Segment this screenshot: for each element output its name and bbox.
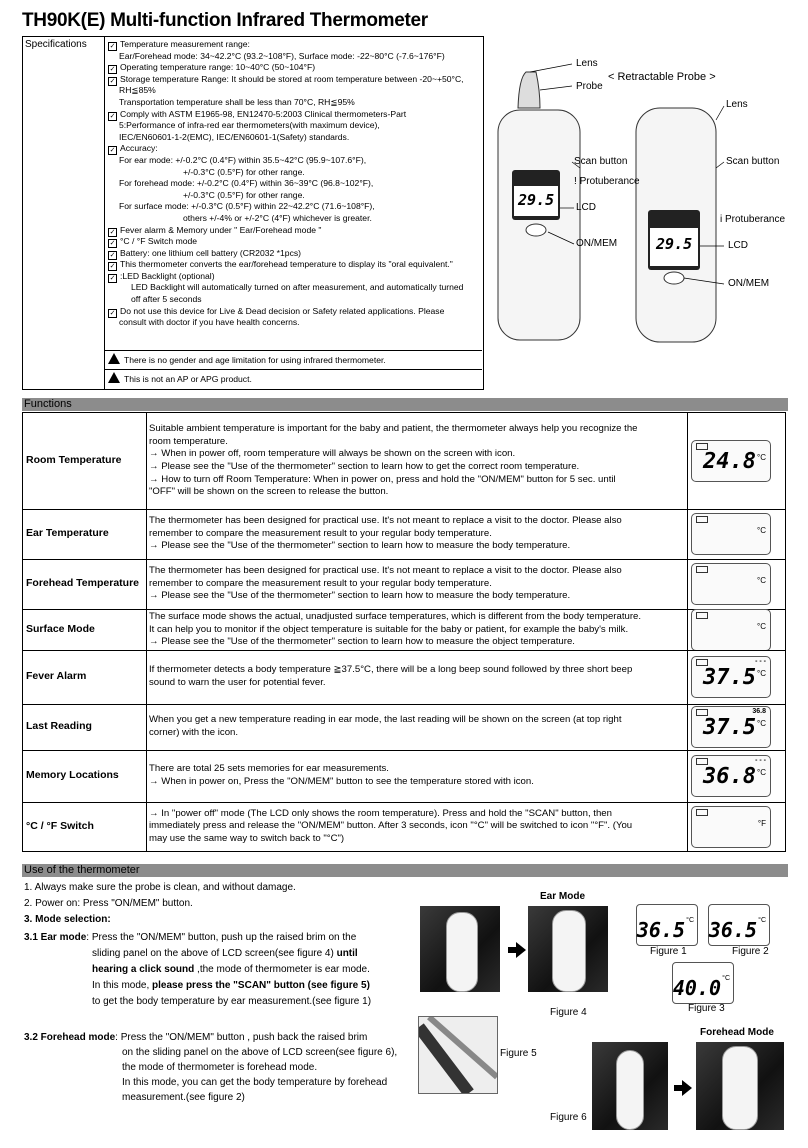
- description-line: There are total 25 sets memories for ear measurements.: [149, 763, 389, 775]
- spec-line: [108, 317, 464, 329]
- spec-line: [108, 201, 464, 213]
- function-description: [149, 423, 673, 499]
- lcd-reading: 29.5: [518, 191, 555, 209]
- spec-text: For forehead mode: +/-0.2°C (0.4°F) within 36~39°C (96.8~102°F),: [119, 178, 374, 189]
- function-description: [149, 611, 673, 649]
- function-name: Room Temperature: [26, 454, 122, 466]
- scan-button-closeup: [418, 1016, 498, 1094]
- spec-text: others +/-4% or +/-2°C (4°F) whichever is greater.: [183, 212, 372, 223]
- description-line: → Please see the "Use of the thermometer" section to learn how to measure the body temperature.: [149, 540, 571, 552]
- lcd-display: [691, 563, 771, 605]
- function-description: [149, 808, 673, 846]
- ear-mode-bold: hearing a click sound: [92, 964, 195, 975]
- figure-6-label: Figure 6: [550, 1112, 587, 1123]
- arrow-icon: [516, 942, 526, 958]
- figure-2-label: Figure 2: [732, 946, 769, 957]
- lcd-display: [691, 609, 771, 651]
- spec-line: [108, 39, 464, 51]
- temp-unit: °C: [722, 975, 730, 982]
- column-divider: [687, 413, 688, 851]
- protuberance-text: Protuberance: [725, 214, 786, 225]
- lcd-unit: °C: [757, 576, 766, 585]
- closeup-drawing: [419, 1017, 497, 1093]
- checkbox-icon: ✓: [109, 240, 116, 248]
- spec-line: [108, 306, 464, 318]
- forehead-mode-title: Forehead Mode: [700, 1027, 774, 1038]
- checkbox-icon: ✓: [109, 228, 116, 236]
- row-divider: [23, 559, 785, 560]
- warning-icon: [108, 353, 120, 364]
- lcd-reading: 24.8: [703, 449, 756, 474]
- spec-line: [108, 248, 464, 260]
- spec-text: +/-0.3°C (0.5°F) for other range.: [183, 189, 305, 200]
- checkbox-icon: ✓: [109, 147, 116, 155]
- spec-text: Storage temperature Range: It should be stored at room temperature between -20~+50°C,: [120, 73, 464, 84]
- description-line: → When in power on, Press the "ON/MEM" button to see the temperature stored with icon.: [149, 775, 534, 787]
- description-line: → Please see the "Use of the thermometer" section to learn how to get the correct room temperature.: [149, 460, 580, 472]
- figure-4-label: Figure 4: [550, 1007, 587, 1018]
- checkbox-icon: ✓: [109, 112, 116, 120]
- description-line: room temperature.: [149, 435, 228, 447]
- spec-line: [108, 85, 464, 97]
- forehead-mode-device-photo: [696, 1042, 784, 1130]
- warning-text: There is no gender and age limitation for using infrared thermometer.: [124, 355, 386, 365]
- ear-mode-line: [92, 962, 370, 978]
- spec-text: LED Backlight will automatically turned on after measurement, and automatically turned: [131, 282, 464, 293]
- label-scan-button: Scan button: [574, 156, 628, 167]
- lcd-top-value: - - -: [755, 757, 766, 764]
- spec-text: IEC/EN60601-1-2(EMC), IEC/EN60601-1(Safety) standards.: [119, 131, 350, 142]
- row-divider: [23, 704, 785, 705]
- use-step-2: 2. Power on: Press "ON/MEM" button.: [24, 898, 193, 909]
- temp-unit: °C: [758, 917, 766, 924]
- spec-text: For ear mode: +/-0.2°C (0.4°F) within 35.5~42°C (95.9~107.6°F),: [119, 154, 367, 165]
- battery-icon: [696, 516, 708, 523]
- spec-text: Battery: one lithium cell battery (CR2032 *1pcs): [120, 247, 302, 258]
- function-name: °C / °F Switch: [26, 819, 94, 832]
- function-description: [149, 515, 673, 553]
- description-line: remember to compare the measurement result to your regular body temperature.: [149, 577, 492, 589]
- specifications-box: [22, 36, 484, 390]
- checkbox-icon: ✓: [109, 274, 116, 282]
- battery-icon: [696, 612, 708, 619]
- spec-text: Ear/Forehead mode: 34~42.2°C (93.2~108°F), Surface mode: -22~80°C (-7.6~176°F): [119, 50, 445, 61]
- spec-line: [108, 155, 464, 167]
- lcd-top-value: 36.8: [752, 708, 766, 715]
- arrow-icon: [682, 1080, 692, 1096]
- label-scan-button: Scan button: [726, 156, 780, 167]
- description-line: may use the same way to switch back to "°C"): [149, 832, 345, 844]
- thermometer-image: [446, 912, 478, 992]
- function-name: Memory Locations: [26, 769, 119, 781]
- ear-mode-text: ,the mode of thermometer is ear mode.: [194, 964, 370, 975]
- ear-mode-device-photo: [528, 906, 608, 992]
- description-line: The thermometer has been designed for practical use. It's not meant to replace a visit to the doctor. Please also: [149, 515, 622, 527]
- label-protuberance: ! Protuberance: [574, 176, 640, 187]
- spec-line: [108, 120, 464, 132]
- function-name: Surface Mode: [26, 622, 95, 635]
- spec-line: [108, 282, 464, 294]
- ear-mode-line: [92, 978, 370, 994]
- function-name: Fever Alarm: [26, 670, 87, 682]
- spec-text: For surface mode: +/-0.3°C (0.5°F) within 22~42.2°C (71.6~108°F),: [119, 201, 375, 212]
- spec-line: [108, 225, 464, 237]
- description-line: When you get a new temperature reading in ear mode, the last reading will be shown on the screen (at top right: [149, 714, 622, 726]
- spec-line: [108, 236, 464, 248]
- lcd-unit: °C: [757, 669, 766, 678]
- figure-3-reading: 40.0: [672, 976, 721, 1000]
- lcd-unit: °C: [757, 719, 766, 728]
- spec-text: consult with doctor if you have health concerns.: [119, 317, 300, 328]
- spec-text: RH≦85%: [119, 85, 156, 96]
- ear-mode-line: [92, 946, 358, 962]
- description-line: It can help you to monitor if the object temperature is suitable for the baby or patient, for example the baby's milk.: [149, 623, 629, 635]
- checkbox-icon: ✓: [109, 77, 116, 85]
- spec-text: °C / °F Switch mode: [120, 236, 198, 247]
- lcd-unit: °C: [757, 453, 766, 462]
- function-description: [149, 763, 673, 788]
- protuberance-text: Protuberance: [579, 176, 640, 187]
- row-divider: [23, 650, 785, 651]
- description-line: The surface mode shows the actual, unadjusted surface temperatures, which is different from the body temperature.: [149, 611, 642, 622]
- spec-text: Temperature measurement range:: [120, 39, 250, 49]
- function-description: [149, 565, 673, 603]
- forehead-mode-line: the mode of thermometer is forehead mode.: [122, 1062, 318, 1073]
- lcd-display: [691, 706, 771, 748]
- label-protuberance: i Protuberance: [720, 214, 786, 225]
- specifications-content: [104, 37, 484, 389]
- retractable-probe-label: < Retractable Probe >: [608, 71, 716, 83]
- figure-1-lcd: [636, 904, 698, 946]
- thermometer-diagram: [488, 50, 788, 350]
- row-divider: [23, 750, 785, 751]
- row-divider: [23, 509, 785, 510]
- spec-line: [108, 132, 464, 144]
- warning-icon: [108, 372, 120, 383]
- battery-icon: [696, 809, 708, 816]
- spec-text: Fever alarm & Memory under " Ear/Forehead mode ": [120, 224, 322, 235]
- row-divider: [23, 802, 785, 803]
- ear-mode-text: : Press the "ON/MEM" button, push up the raised brim on the: [86, 932, 357, 943]
- ear-mode-bold: until: [336, 948, 358, 959]
- spec-line: [108, 97, 464, 109]
- spec-text: Comply with ASTM E1965-98, EN12470-5:2003 Clinical thermometers-Part: [120, 108, 407, 119]
- ear-mode-title: Ear Mode: [540, 891, 586, 902]
- lcd-unit: °C: [757, 768, 766, 777]
- spec-line: [108, 143, 464, 155]
- figure-1-reading: 36.5: [636, 918, 685, 942]
- warning-text: This is not an AP or APG product.: [124, 374, 252, 384]
- forehead-mode-line: [24, 1030, 367, 1046]
- label-on-mem: ON/MEM: [576, 238, 618, 249]
- column-divider: [146, 413, 147, 851]
- ear-mode-bold: please press the "SCAN" button (see figure 5): [152, 980, 370, 991]
- spec-line: [108, 271, 464, 283]
- spec-line: [108, 178, 464, 190]
- lcd-unit: °F: [757, 818, 766, 828]
- spec-list: [108, 39, 464, 329]
- figure-1-label: Figure 1: [650, 946, 687, 957]
- label-probe: Probe: [576, 81, 603, 92]
- ear-mode-label: 3.1 Ear mode: [24, 932, 87, 943]
- spec-line: [108, 190, 464, 202]
- lcd-reading: 29.5: [656, 235, 693, 253]
- checkbox-icon: ✓: [109, 66, 116, 74]
- spec-text: Transportation temperature shall be less than 70°C, RH≦95%: [119, 96, 355, 107]
- forehead-photo: [592, 1042, 668, 1130]
- use-step-3: 3. Mode selection:: [24, 914, 111, 925]
- spec-line: [108, 259, 464, 271]
- function-name: Last Reading: [26, 720, 92, 732]
- temp-unit: °C: [686, 917, 694, 924]
- thermometer-image: [722, 1046, 758, 1130]
- spec-text: Do not use this device for Live & Dead decision or Safety related applications. Please: [120, 305, 445, 316]
- spec-text: off after 5 seconds: [131, 294, 202, 305]
- functions-table: [22, 412, 786, 852]
- lcd-top-value: - - -: [755, 658, 766, 665]
- function-description: [149, 714, 673, 739]
- forehead-mode-label: 3.2 Forehead mode: [24, 1032, 116, 1043]
- spec-text: 5:Performance of infra-red ear thermometers(with maximum device),: [119, 120, 380, 131]
- figure-2-reading: 36.5: [708, 918, 757, 942]
- figure-3-lcd: [672, 962, 734, 1004]
- description-line: If thermometer detects a body temperature ≧37.5°C, there will be a long beep sound followed by three short beep: [149, 664, 633, 676]
- ear-mode-text: In this mode,: [92, 980, 153, 991]
- label-lcd: LCD: [728, 240, 749, 251]
- lcd-reading: 37.5: [703, 665, 756, 690]
- warning-row: [105, 369, 482, 389]
- thermometer-image: [552, 910, 586, 992]
- use-header: Use of the thermometer: [22, 864, 788, 877]
- page-title: TH90K(E) Multi-function Infrared Thermometer: [22, 10, 428, 31]
- description-line: corner) with the icon.: [149, 726, 239, 738]
- label-lens: Lens: [726, 99, 748, 110]
- description-line: → In "power off" mode (The LCD only shows the room temperature). Press and hold the "SCAN" button, then: [149, 807, 612, 819]
- description-line: → Please see the "Use of the thermometer" section to learn how to measure the body temperature.: [149, 590, 571, 602]
- figure-3-label: Figure 3: [688, 1003, 725, 1014]
- lcd-unit: °C: [757, 621, 766, 631]
- lcd-display: [691, 806, 771, 848]
- description-line: "OFF" will be shown on the screen to release the button.: [149, 486, 389, 498]
- description-line: immediately press and release the "ON/MEM" button. After 3 seconds, icon "°C" will be switched to icon "°F". (You: [149, 820, 633, 832]
- forehead-mode-text: : Press the "ON/MEM" button , push back the raised brim: [115, 1032, 368, 1043]
- lcd-unit: °C: [757, 526, 766, 535]
- functions-header: Functions: [22, 398, 788, 411]
- lcd-display: [691, 656, 771, 698]
- spec-text: This thermometer converts the ear/forehead temperature to display its "oral equivalent.": [120, 259, 453, 270]
- figure-5-label: Figure 5: [500, 1048, 537, 1059]
- function-name: Ear Temperature: [26, 527, 109, 539]
- spec-line: [108, 167, 464, 179]
- ear-mode-line: [24, 930, 356, 946]
- label-lcd: LCD: [576, 202, 597, 213]
- description-line: → When in power off, room temperature will always be shown on the screen with icon.: [149, 448, 516, 460]
- spec-line: [108, 62, 464, 74]
- spec-line: [108, 109, 464, 121]
- forehead-mode-line: In this mode, you can get the body temperature by forehead: [122, 1077, 388, 1088]
- description-line: sound to warn the user for potential fever.: [149, 676, 326, 688]
- battery-icon: [696, 566, 708, 573]
- description-line: remember to compare the measurement result to your regular body temperature.: [149, 527, 492, 539]
- checkbox-icon: ✓: [109, 309, 116, 317]
- checkbox-icon: ✓: [109, 263, 116, 271]
- spec-line: [108, 294, 464, 306]
- ear-photo: [420, 906, 500, 992]
- description-line: Suitable ambient temperature is important for the baby and patient, the thermometer always help you recognize the: [149, 423, 638, 435]
- lcd-display: [691, 755, 771, 797]
- checkbox-icon: ✓: [109, 251, 116, 259]
- spec-text: +/-0.3°C (0.5°F) for other range.: [183, 166, 305, 177]
- spec-text: :LED Backlight (optional): [120, 270, 215, 281]
- thermometer-image: [616, 1050, 644, 1130]
- lcd-display: [691, 513, 771, 555]
- spec-line: [108, 213, 464, 225]
- description-line: → Please see the "Use of the thermometer" section to learn how to measure the object temperature.: [149, 636, 575, 648]
- figure-2-lcd: [708, 904, 770, 946]
- spec-line: [108, 51, 464, 63]
- function-description: [149, 664, 673, 689]
- spec-line: [108, 74, 464, 86]
- ear-mode-line: to get the body temperature by ear measurement.(see figure 1): [92, 996, 372, 1007]
- lcd-reading: 36.8: [703, 764, 756, 789]
- forehead-mode-line: on the sliding panel on the above of LCD screen(see figure 6),: [122, 1047, 398, 1058]
- description-line: → How to turn off Room Temperature: When in power on, press and hold the "ON/MEM" button for 5 sec. until: [149, 473, 616, 485]
- row-divider: [23, 609, 785, 610]
- use-step-1: 1. Always make sure the probe is clean, and without damage.: [24, 882, 296, 893]
- lcd-display: [691, 440, 771, 482]
- label-lens: Lens: [576, 58, 598, 69]
- forehead-mode-line: measurement.(see figure 2): [122, 1092, 245, 1103]
- specifications-label: Specifications: [25, 39, 87, 50]
- lcd-reading: 37.5: [703, 715, 756, 740]
- checkbox-icon: ✓: [109, 43, 116, 50]
- ear-mode-text: sliding panel on the above of LCD screen(see figure 4): [92, 948, 334, 959]
- function-name: Forehead Temperature: [26, 577, 140, 589]
- warning-row: [105, 350, 482, 369]
- spec-text: Operating temperature range: 10~40°C (50~104°F): [120, 62, 316, 73]
- spec-text: Accuracy:: [120, 143, 158, 154]
- label-on-mem: ON/MEM: [728, 278, 770, 289]
- description-line: The thermometer has been designed for practical use. It's not meant to replace a visit to the doctor. Please also: [149, 565, 622, 577]
